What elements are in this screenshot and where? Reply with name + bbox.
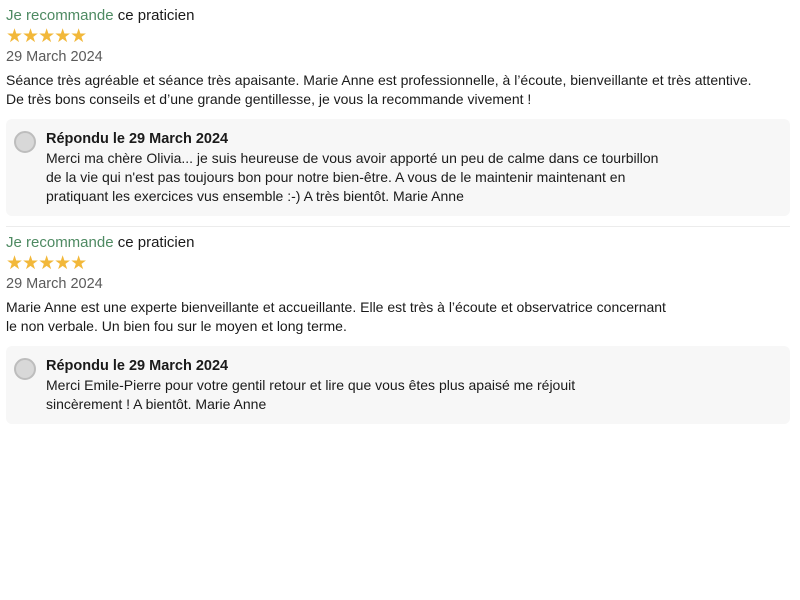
- review-card: [6, 0, 790, 109]
- reply-text: [46, 149, 780, 206]
- avatar: [14, 358, 36, 380]
- reply-text: [46, 376, 780, 414]
- reply-line: sincèrement ! A bientôt. Marie Anne: [46, 396, 267, 412]
- review-body: [6, 298, 790, 336]
- review-date: 29 March 2024: [6, 276, 103, 292]
- recommend-suffix: ce praticien: [113, 7, 195, 24]
- reply-line: pratiquant les exercices vus ensemble :-) A très bientôt. Marie Anne: [46, 188, 464, 204]
- star-rating: ★★★★★: [6, 253, 87, 274]
- recommendation-label: [6, 6, 790, 26]
- star-rating: ★★★★★: [6, 26, 87, 47]
- reply-line: de la vie qui n'est pas toujours bon pour notre bien-être. A vous de le maintenir maintenant en: [46, 169, 626, 185]
- review-card: [6, 227, 790, 336]
- review-line: De très bons conseils et d’une grande gentillesse, je vous la recommande vivement !: [6, 91, 532, 107]
- recommend-suffix: ce praticien: [113, 234, 195, 251]
- recommend-text: Je recommande: [6, 7, 114, 24]
- reply-title: Répondu le 29 March 2024: [46, 358, 229, 374]
- reply-title: Répondu le 29 March 2024: [46, 131, 229, 147]
- reply-line: Merci ma chère Olivia... je suis heureuse de vous avoir apporté un peu de calme dans ce tourbillon: [46, 150, 659, 166]
- reply-line: Merci Emile-Pierre pour votre gentil retour et lire que vous êtes plus apaisé me réjouit: [46, 377, 576, 393]
- practitioner-reply: [6, 119, 790, 216]
- review-body: [6, 71, 790, 109]
- review-date: 29 March 2024: [6, 49, 103, 65]
- review-line: le non verbale. Un bien fou sur le moyen et long terme.: [6, 318, 347, 334]
- review-line: Marie Anne est une experte bienveillante et accueillante. Elle est très à l’écoute et observatrice concernant: [6, 299, 666, 315]
- recommendation-label: [6, 233, 790, 253]
- recommend-text: Je recommande: [6, 234, 114, 251]
- practitioner-reply: [6, 346, 790, 424]
- avatar: [14, 131, 36, 153]
- review-line: Séance très agréable et séance très apaisante. Marie Anne est professionnelle, à l’écoute, bienveillante et très attentive.: [6, 72, 752, 88]
